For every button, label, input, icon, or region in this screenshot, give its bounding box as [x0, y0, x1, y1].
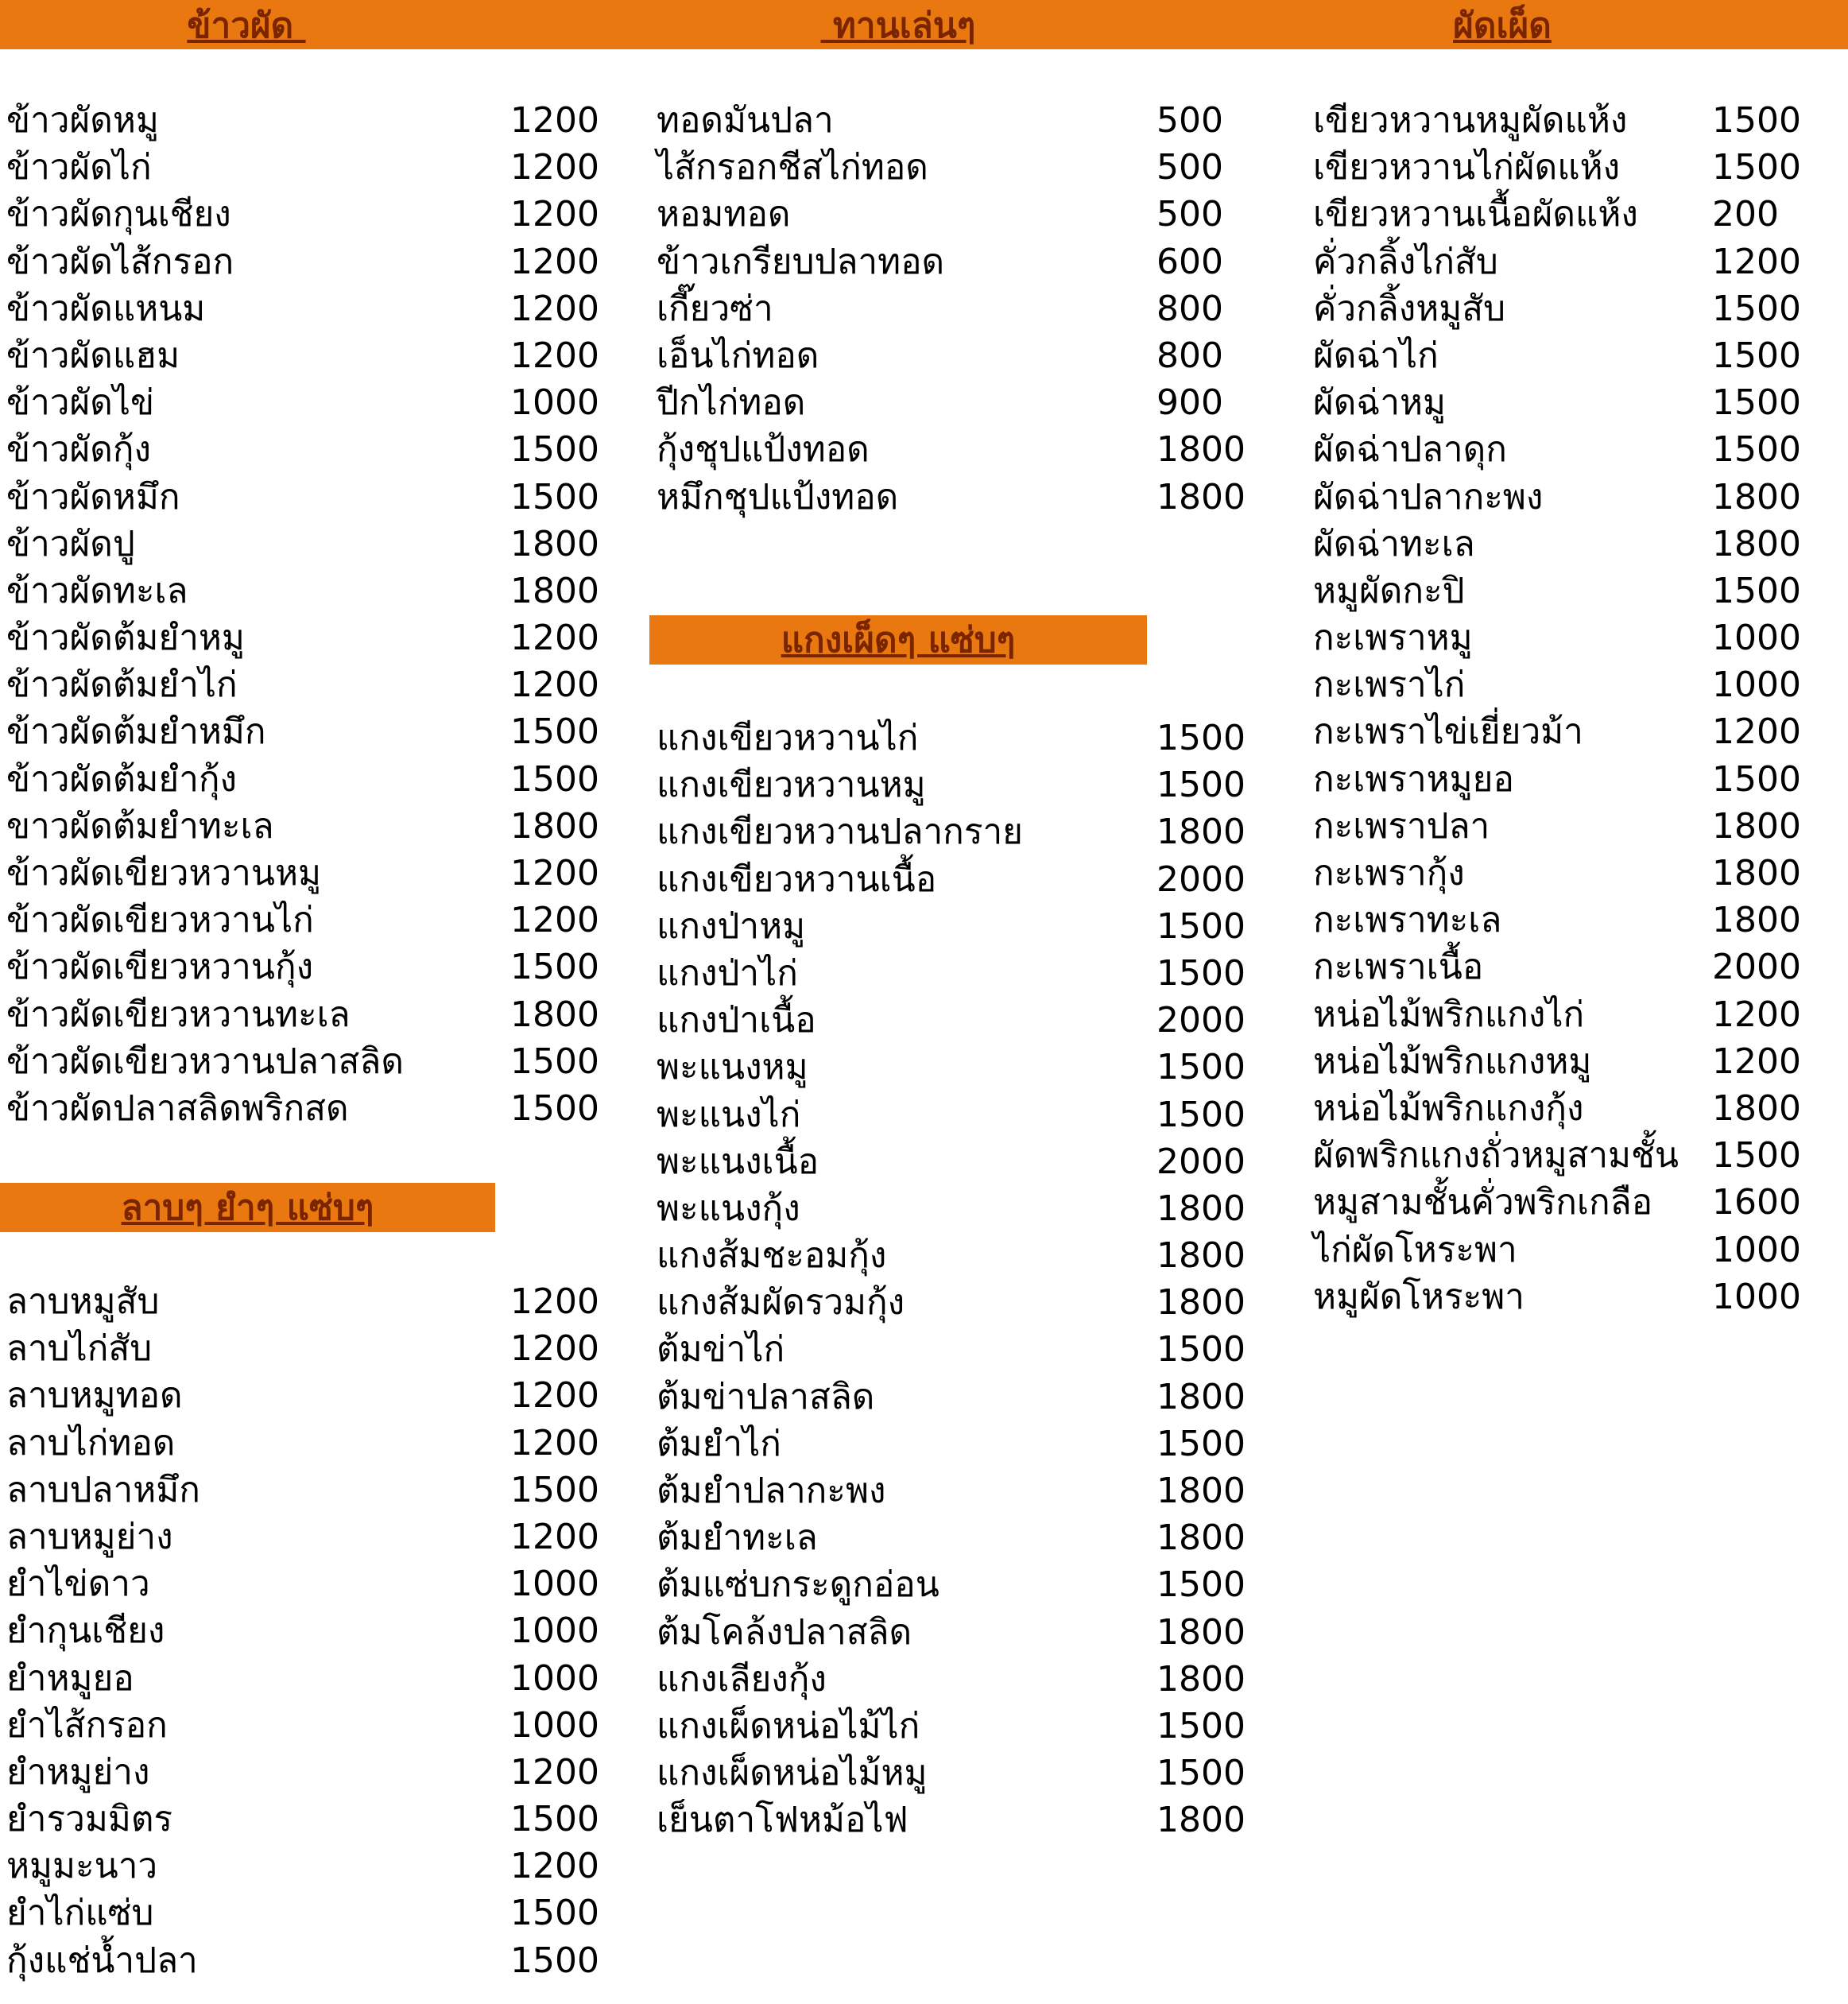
item-price: 1800 — [1156, 1282, 1246, 1324]
item-name: หน่อไม้พริกแกงหมู — [1313, 1041, 1592, 1082]
menu-item — [657, 1467, 1246, 1514]
menu-item — [657, 1561, 1246, 1608]
item-price: 1800 — [1156, 812, 1246, 853]
item-name: ข้าวผัดแหนม — [6, 288, 206, 329]
item-name: แกงป่าไก่ — [657, 952, 798, 994]
item-price: 1500 — [1712, 1135, 1801, 1176]
menu-item — [657, 903, 1246, 950]
item-name: ผัดฉ่าปลาดุก — [1313, 429, 1507, 471]
menu-item — [657, 1374, 1246, 1421]
menu-item — [6, 1085, 599, 1132]
menu-item — [1313, 661, 1838, 708]
menu-item — [1313, 1038, 1838, 1085]
item-name: ข้าวผัดกุนเชียง — [6, 194, 231, 235]
item-price: 1500 — [1712, 147, 1801, 188]
item-name: ผัดฉ่าปลากะพง — [1313, 476, 1544, 517]
menu-item — [6, 1796, 599, 1843]
menu-item — [6, 1560, 599, 1607]
snacks-list — [657, 97, 1246, 521]
item-price: 1800 — [1156, 1471, 1246, 1511]
menu-item — [1313, 991, 1838, 1038]
item-price: 1800 — [510, 805, 599, 847]
item-name: ข้าวผัดเขียวหวานไก่ — [6, 900, 314, 941]
menu-item — [1313, 426, 1838, 473]
heading-curries: แกงเผ็ดๆ แซ่บๆ — [649, 615, 1147, 665]
menu-item — [1313, 238, 1838, 285]
item-name: เขียวหวานหมูผัดแห้ง — [1313, 100, 1628, 141]
menu-item — [6, 144, 599, 191]
item-price: 1500 — [1156, 1753, 1246, 1794]
item-price: 1500 — [1712, 570, 1801, 611]
item-price: 1800 — [1156, 1518, 1246, 1559]
item-price: 1800 — [1156, 429, 1246, 471]
menu-item — [1313, 191, 1838, 238]
item-name: แกงเผ็ดหน่อไม้ไก่ — [657, 1705, 920, 1746]
item-name: ต้มข่าปลาสลิด — [657, 1376, 875, 1417]
menu-item — [657, 1514, 1246, 1561]
item-name: แกงป่าหมู — [657, 905, 806, 947]
item-price: 1500 — [1156, 718, 1246, 758]
item-name: ยำไข่ดาว — [6, 1564, 150, 1605]
item-name: ข้าวเกรียบปลาทอด — [657, 241, 945, 282]
menu-item — [6, 1038, 599, 1085]
item-price: 2000 — [1156, 1000, 1246, 1041]
item-price: 1800 — [1156, 1658, 1246, 1700]
item-name: แกงส้มผัดรวมกุ้ง — [657, 1282, 905, 1324]
menu-item — [6, 238, 599, 285]
item-name: ผัดฉ่าทะเล — [1313, 523, 1475, 564]
item-name: ขาวผัดต้มยำทะเล — [6, 805, 274, 847]
item-price: 1800 — [510, 523, 599, 564]
menu-item — [6, 1937, 599, 1984]
item-price: 1500 — [1712, 429, 1801, 471]
menu-item — [657, 997, 1246, 1044]
item-name: กะเพราหมูยอ — [1313, 758, 1514, 800]
menu-item — [1313, 144, 1838, 191]
menu-item — [6, 614, 599, 661]
item-price: 1800 — [1712, 476, 1801, 517]
item-name: ข้าวผัดกุ้ง — [6, 429, 151, 471]
menu-item — [1313, 850, 1838, 897]
menu-item — [6, 1843, 599, 1890]
item-price: 1200 — [510, 1846, 599, 1887]
item-name: กุ้งแช่น้ำปลา — [6, 1940, 198, 1981]
item-price: 1500 — [1156, 1423, 1246, 1464]
menu-item — [6, 474, 599, 521]
menu-item — [657, 715, 1246, 762]
item-price: 1000 — [1712, 1276, 1801, 1317]
item-name: กะเพรากุ้ง — [1313, 853, 1465, 893]
item-name: ข้าวผัดต้มยำหมู — [6, 618, 245, 659]
menu-item — [6, 426, 599, 473]
item-name: ข้าวผัดไข่ — [6, 382, 155, 424]
menu-item — [657, 1232, 1246, 1279]
item-price: 1200 — [1712, 241, 1801, 282]
item-price: 1200 — [1712, 711, 1801, 753]
item-name: ลาบหมูสับ — [6, 1281, 160, 1322]
menu-item — [6, 1607, 599, 1654]
menu-item — [657, 1185, 1246, 1232]
item-name: ยำไส้กรอก — [6, 1704, 168, 1746]
menu-item — [657, 379, 1237, 426]
item-name: ข้าวผัดปู — [6, 523, 135, 564]
item-name: เขียวหวานเนื้อผัดแห้ง — [1313, 194, 1638, 235]
item-name: ยำรวมมิตร — [6, 1799, 173, 1840]
item-name: กะเพราเนื้อ — [1313, 947, 1484, 988]
item-price: 2000 — [1156, 859, 1246, 900]
menu-item — [6, 991, 599, 1038]
menu-item — [6, 661, 599, 708]
item-price: 1500 — [510, 476, 599, 517]
item-name: ข้าวผัดหมู — [6, 100, 159, 141]
menu-item — [657, 950, 1246, 997]
item-name: ทอดมันปลา — [657, 100, 834, 141]
item-price: 1000 — [510, 1704, 599, 1746]
menu-item — [657, 1609, 1246, 1656]
item-name: พะแนงหมู — [657, 1047, 808, 1088]
item-name: ข้าวผัดต้มยำกุ้ง — [6, 758, 238, 800]
item-price: 1200 — [510, 1516, 599, 1557]
menu-item — [6, 379, 599, 426]
item-price: 1500 — [1712, 100, 1801, 141]
item-price: 1500 — [1156, 765, 1246, 806]
item-price: 1500 — [1156, 1047, 1246, 1088]
item-name: เอ็นไก่ทอด — [657, 335, 819, 376]
menu-item — [6, 1702, 599, 1749]
item-price: 1800 — [1712, 900, 1801, 941]
item-price: 1200 — [510, 1281, 599, 1322]
item-name: ผัดพริกแกงถั่วหมูสามชั้น — [1313, 1135, 1679, 1176]
item-name: ยำหมูยอ — [6, 1657, 134, 1699]
menu-item — [6, 803, 599, 850]
item-price: 1500 — [510, 1469, 599, 1510]
heading-larb-yum: ลาบๆ ยำๆ แซ่บๆ — [0, 1183, 495, 1232]
item-price: 1000 — [510, 1657, 599, 1699]
item-price: 1800 — [1156, 1188, 1246, 1229]
menu-item — [1313, 568, 1838, 614]
item-price: 1800 — [1156, 1235, 1246, 1277]
item-price: 1500 — [1156, 1564, 1246, 1606]
item-price: 500 — [1156, 147, 1223, 188]
item-price: 1800 — [1712, 1087, 1801, 1129]
item-price: 1500 — [1712, 288, 1801, 329]
menu-item — [657, 191, 1237, 238]
item-price: 1200 — [510, 1751, 599, 1793]
item-price: 1000 — [1712, 618, 1801, 659]
item-name: ข้าวผัดเขียวหวานปลาสลิด — [6, 1041, 404, 1082]
item-price: 1200 — [1712, 1041, 1801, 1082]
item-name: ต้มยำปลากะพง — [657, 1471, 886, 1511]
item-name: ต้มยำทะเล — [657, 1518, 818, 1559]
menu-item — [657, 1279, 1246, 1326]
item-price: 1800 — [1712, 853, 1801, 893]
item-name: ต้มแซ่บกระดูกอ่อน — [657, 1564, 939, 1606]
fried-rice-list — [6, 97, 599, 1132]
item-name: ผัดฉ่าไก่ — [1313, 335, 1439, 376]
item-price: 1500 — [510, 1940, 599, 1981]
item-name: ผัดฉ่าหมู — [1313, 382, 1447, 424]
item-name: แกงเขียวหวานหมู — [657, 765, 926, 806]
menu-item — [6, 332, 599, 379]
menu-item — [6, 191, 599, 238]
menu-item — [6, 1372, 599, 1419]
menu-item — [657, 474, 1246, 521]
item-price: 1200 — [510, 1375, 599, 1417]
item-price: 1800 — [1156, 1376, 1246, 1417]
item-name: ไส้กรอกชีสไก่ทอด — [657, 147, 928, 188]
menu-item — [1313, 1179, 1838, 1226]
menu-item — [1313, 1227, 1838, 1273]
item-price: 1200 — [510, 194, 599, 235]
item-name: ข้าวผัดเขียวหวานกุ้ง — [6, 947, 314, 988]
item-price: 1500 — [1712, 758, 1801, 800]
menu-item — [1313, 1132, 1838, 1179]
item-name: แกงเลียงกุ้ง — [657, 1658, 827, 1700]
item-name: หน่อไม้พริกแกงกุ้ง — [1313, 1087, 1584, 1129]
menu-item — [657, 1750, 1246, 1797]
item-name: ลาบหมูย่าง — [6, 1516, 173, 1557]
item-price: 1500 — [1156, 905, 1246, 947]
menu-item — [1313, 756, 1838, 803]
item-price: 1500 — [510, 947, 599, 988]
menu-item — [1313, 614, 1838, 661]
menu-item — [657, 808, 1246, 855]
menu-item — [6, 756, 599, 803]
menu-item — [657, 1044, 1246, 1091]
item-price: 1200 — [510, 1422, 599, 1463]
item-name: หมูสามชั้นคั่วพริกเกลือ — [1313, 1182, 1653, 1223]
item-name: ยำหมูย่าง — [6, 1751, 150, 1793]
item-name: เขียวหวานไก่ผัดแห้ง — [1313, 147, 1621, 188]
item-name: เย็นตาโฟหม้อไฟ — [657, 1800, 909, 1841]
menu-item — [657, 332, 1237, 379]
item-price: 1200 — [1712, 994, 1801, 1035]
stir-fry-list — [1313, 97, 1838, 1320]
menu-item — [1313, 897, 1838, 944]
menu-item — [6, 1420, 599, 1467]
item-price: 1800 — [1156, 1611, 1246, 1653]
item-name: หมึกชุปแป้งทอด — [657, 476, 899, 517]
item-name: ต้มยำไก่ — [657, 1423, 781, 1464]
menu-item — [657, 97, 1237, 144]
item-name: แกงเขียวหวานปลากราย — [657, 812, 1023, 853]
heading-snacks: ทานเล่นๆ — [820, 6, 976, 46]
menu-item — [1313, 708, 1838, 755]
item-name: คั่วกลิ้งไก่สับ — [1313, 241, 1498, 282]
item-name: ลาบไก่ทอด — [6, 1422, 176, 1463]
menu-item — [6, 1514, 599, 1560]
menu-item — [657, 144, 1237, 191]
item-price: 1800 — [1156, 476, 1246, 517]
menu-item — [6, 850, 599, 897]
item-price: 1800 — [1712, 805, 1801, 847]
item-price: 1200 — [510, 853, 599, 893]
menu-item — [6, 568, 599, 614]
item-name: แกงป่าเนื้อ — [657, 1000, 816, 1041]
item-name: ยำกุนเชียง — [6, 1611, 165, 1652]
item-price: 1500 — [510, 1799, 599, 1840]
item-name: กะเพราปลา — [1313, 805, 1490, 847]
item-name: กะเพราไข่เยี่ยวม้า — [1313, 711, 1583, 753]
item-name: ลาบหมูทอด — [6, 1375, 183, 1417]
item-price: 1200 — [510, 288, 599, 329]
item-price: 1500 — [1156, 1329, 1246, 1370]
item-name: ข้าวผัดไก่ — [6, 147, 152, 188]
item-name: พะแนงกุ้ง — [657, 1188, 800, 1229]
item-name: พะแนงไก่ — [657, 1094, 801, 1135]
item-price: 1500 — [1156, 1705, 1246, 1746]
item-price: 1800 — [1712, 523, 1801, 564]
menu-item — [657, 1091, 1246, 1138]
item-price: 600 — [1156, 241, 1223, 282]
menu-item — [1313, 97, 1838, 144]
menu-item — [6, 897, 599, 944]
item-name: ข้าวผัดหมึก — [6, 476, 180, 517]
menu-item — [6, 1890, 599, 1936]
curries-list — [657, 715, 1246, 1844]
menu-item — [657, 238, 1237, 285]
item-price: 1000 — [1712, 1229, 1801, 1270]
item-price: 1200 — [510, 900, 599, 941]
item-price: 1000 — [510, 1564, 599, 1605]
item-name: กะเพราหมู — [1313, 618, 1473, 659]
item-price: 800 — [1156, 288, 1223, 329]
item-price: 1200 — [510, 335, 599, 376]
item-price: 1200 — [510, 1328, 599, 1370]
item-name: ข้าวผัดต้มยำหมึก — [6, 711, 266, 753]
item-price: 1500 — [1712, 382, 1801, 424]
item-price: 1600 — [1712, 1182, 1801, 1223]
item-price: 500 — [1156, 100, 1223, 141]
item-price: 1500 — [510, 758, 599, 800]
item-name: แกงส้มชะอมกุ้ง — [657, 1235, 887, 1277]
menu-item — [6, 1325, 599, 1372]
item-price: 1500 — [510, 1087, 599, 1129]
item-name: ข้าวผัดไส้กรอก — [6, 241, 234, 282]
item-name: หน่อไม้พริกแกงไก่ — [1313, 994, 1585, 1035]
item-name: ต้มโคล้งปลาสลิด — [657, 1611, 912, 1653]
menu-item — [1313, 285, 1838, 332]
item-price: 1500 — [510, 1893, 599, 1934]
menu-item — [657, 1656, 1246, 1703]
item-name: ข้าวผัดปลาสลิดพริกสด — [6, 1087, 349, 1129]
menu-item — [657, 285, 1237, 332]
item-name: พะแนงเนื้อ — [657, 1141, 819, 1182]
menu-item — [6, 97, 599, 144]
menu-item — [6, 521, 599, 568]
item-name: คั่วกลิ้งหมูสับ — [1313, 288, 1506, 329]
item-name: ข้าวผัดแฮม — [6, 335, 180, 376]
item-name: กุ้งชุปแป้งทอด — [657, 429, 870, 471]
item-price: 1800 — [510, 570, 599, 611]
menu-item — [6, 1278, 599, 1325]
heading-fried-rice: ข้าวผัด — [187, 6, 306, 46]
item-price: 500 — [1156, 194, 1223, 235]
menu-item — [657, 1797, 1246, 1843]
menu-item — [1313, 803, 1838, 850]
menu-item — [657, 1703, 1246, 1750]
menu-item — [1313, 379, 1838, 426]
menu-item — [6, 1749, 599, 1796]
menu-item — [1313, 1273, 1838, 1320]
menu-item — [657, 762, 1246, 808]
item-price: 1500 — [510, 429, 599, 471]
menu-item — [1313, 944, 1838, 990]
menu-item — [6, 1467, 599, 1514]
menu-item — [657, 856, 1246, 903]
item-price: 1800 — [510, 994, 599, 1035]
item-name: แกงเขียวหวานไก่ — [657, 718, 919, 758]
larb-yum-list — [6, 1278, 599, 1984]
item-name: ข้าวผัดเขียวหวานทะเล — [6, 994, 351, 1035]
menu-item — [6, 1655, 599, 1702]
item-name: กะเพราไก่ — [1313, 665, 1466, 706]
item-name: เกี๊ยวซ่า — [657, 288, 773, 329]
menu-item — [1313, 521, 1838, 568]
item-price: 1500 — [1712, 335, 1801, 376]
item-price: 200 — [1712, 194, 1779, 235]
item-name: หอมทอด — [657, 194, 791, 235]
menu-item — [1313, 332, 1838, 379]
item-name: ลาบปลาหมึก — [6, 1469, 200, 1510]
item-name: ยำไก่แซ่บ — [6, 1893, 154, 1934]
item-price: 2000 — [1712, 947, 1801, 988]
item-price: 1200 — [510, 665, 599, 706]
item-price: 900 — [1156, 382, 1223, 424]
item-name: ข้าวผัดต้มยำไก่ — [6, 665, 238, 706]
item-name: หมูมะนาว — [6, 1846, 158, 1887]
menu-item — [657, 1138, 1246, 1185]
heading-stir-fry: ผัดเผ็ด — [1453, 6, 1552, 46]
item-name: กะเพราทะเล — [1313, 900, 1502, 941]
item-name: ไก่ผัดโหระพา — [1313, 1229, 1517, 1270]
item-name: ปีกไก่ทอด — [657, 382, 806, 424]
item-name: ต้มข่าไก่ — [657, 1329, 785, 1370]
item-name: แกงเขียวหวานเนื้อ — [657, 859, 937, 900]
item-price: 1000 — [510, 382, 599, 424]
item-price: 1000 — [1712, 665, 1801, 706]
item-price: 1500 — [510, 711, 599, 753]
item-name: ลาบไก่สับ — [6, 1328, 153, 1370]
item-price: 1000 — [510, 1611, 599, 1652]
item-price: 1500 — [510, 1041, 599, 1082]
menu-item — [1313, 1085, 1838, 1132]
item-name: หมูผัดโหระพา — [1313, 1276, 1525, 1317]
item-price: 1200 — [510, 100, 599, 141]
item-name: ข้าวผัดทะเล — [6, 570, 188, 611]
menu-item — [1313, 474, 1838, 521]
menu-item — [657, 426, 1246, 473]
item-name: หมูผัดกะปิ — [1313, 570, 1465, 611]
menu-item — [657, 1326, 1246, 1373]
menu-item — [6, 708, 599, 755]
item-price: 1800 — [1156, 1800, 1246, 1841]
item-name: แกงเผ็ดหน่อไม้หมู — [657, 1753, 928, 1794]
item-price: 1500 — [1156, 1094, 1246, 1135]
menu-item — [6, 285, 599, 332]
menu-item — [6, 944, 599, 990]
item-price: 2000 — [1156, 1141, 1246, 1182]
item-price: 800 — [1156, 335, 1223, 376]
item-price: 1200 — [510, 147, 599, 188]
item-price: 1200 — [510, 618, 599, 659]
item-name: ข้าวผัดเขียวหวานหมู — [6, 853, 321, 893]
item-price: 1200 — [510, 241, 599, 282]
item-price: 1500 — [1156, 952, 1246, 994]
menu-item — [657, 1421, 1246, 1467]
